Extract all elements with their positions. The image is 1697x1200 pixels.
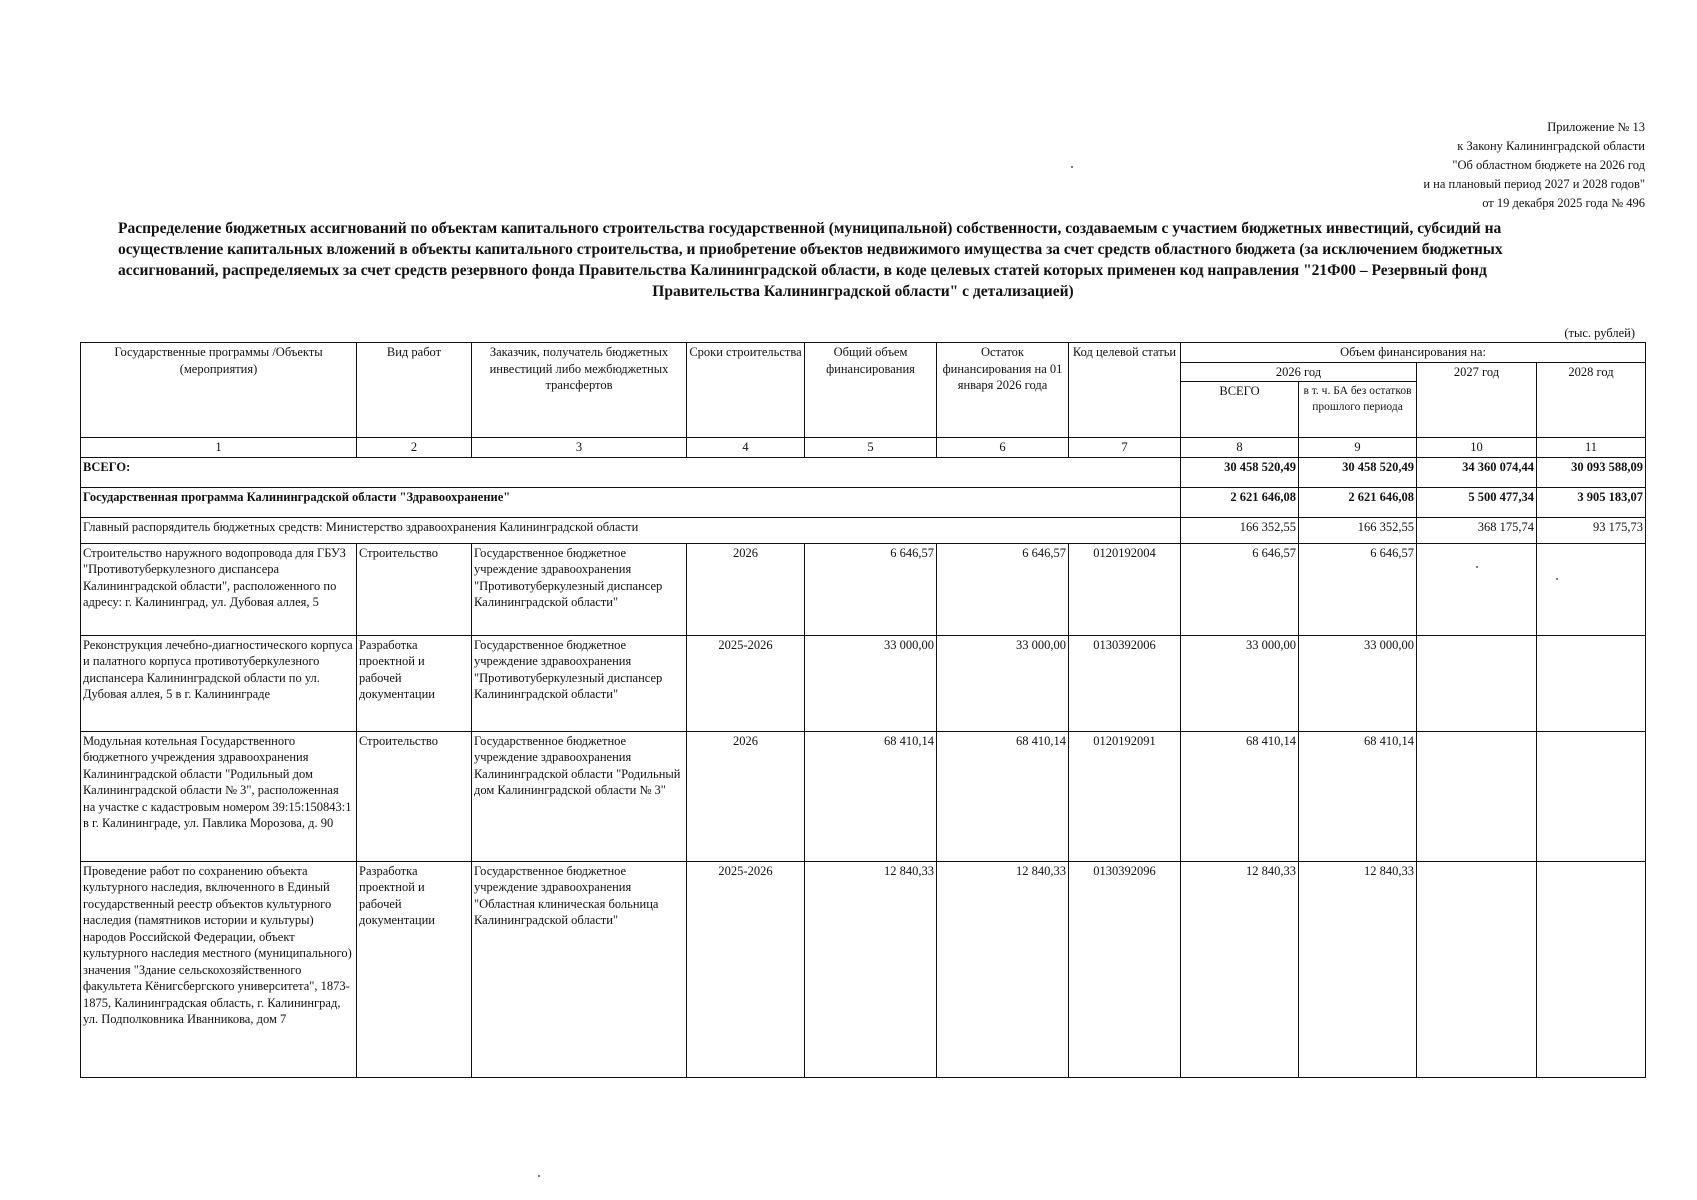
header-code: Код целевой статьи	[1069, 343, 1181, 438]
header-total-volume: Общий объем финансирования	[805, 343, 937, 438]
funding-2028	[1537, 731, 1646, 861]
customer: Государственное бюджетное учреждение здравоохранения "Противотуберкулезный диспансер Калининградской области"	[472, 635, 687, 731]
total-value: 30 093 588,09	[1537, 457, 1646, 487]
header-2026: 2026 год	[1181, 362, 1417, 382]
header-funding: Объем финансирования на:	[1181, 343, 1646, 363]
column-number: 3	[472, 438, 687, 458]
work-type: Строительство	[357, 731, 472, 861]
construction-term: 2025-2026	[687, 861, 805, 1077]
program-value: 2 621 646,08	[1181, 487, 1299, 517]
appendix-line: и на плановый период 2027 и 2028 годов"	[1423, 177, 1645, 191]
remaining-financing: 68 410,14	[937, 731, 1069, 861]
column-number: 9	[1299, 438, 1417, 458]
manager-value: 368 175,74	[1417, 517, 1537, 543]
object-name: Модульная котельная Государственного бюджетного учреждения здравоохранения Калининградской области "Родильный дом Калининградской области № 3", расположенная на участке с кадастровым номером 39:15:150843:1 в г. Калининграде, ул. Павлика Морозова, д. 90	[81, 731, 357, 861]
funding-2026-total: 12 840,33	[1181, 861, 1299, 1077]
program-value: 5 500 477,34	[1417, 487, 1537, 517]
header-total: ВСЕГО	[1181, 382, 1299, 438]
program-label: Государственная программа Калининградской области "Здравоохранение"	[81, 487, 1181, 517]
manager-label: Главный распорядитель бюджетных средств: Министерство здравоохранения Калининградской области	[81, 517, 1181, 543]
funding-2026-total: 33 000,00	[1181, 635, 1299, 731]
header-customer: Заказчик, получатель бюджетных инвестиций либо межбюджетных трансфертов	[472, 343, 687, 438]
funding-2026-total: 6 646,57	[1181, 543, 1299, 635]
header-remainder: Остаток финансирования на 01 января 2026 года	[937, 343, 1069, 438]
table-row	[81, 635, 1646, 731]
scan-speck	[1476, 566, 1478, 568]
header-work-type: Вид работ	[357, 343, 472, 438]
title-line: осуществление капитальных вложений в объекты капитального строительства, и приобретение объектов недвижимого имущества за счет средств областного бюджета (за исключением бюджетных	[118, 241, 1503, 258]
appendix-line: Приложение № 13	[1547, 120, 1645, 134]
funding-2027	[1417, 731, 1537, 861]
title-line: Распределение бюджетных ассигнований по объектам капитального строительства государственной (муниципальной) собственности, создаваемым с участием бюджетных инвестиций, субсидий на	[118, 220, 1502, 237]
appendix-note	[1423, 118, 1645, 213]
header-objects: Государственные программы /Объекты (мероприятия)	[81, 343, 357, 438]
funding-2028	[1537, 861, 1646, 1077]
funding-2028	[1537, 543, 1646, 635]
column-number: 4	[687, 438, 805, 458]
header-terms: Сроки строительства	[687, 343, 805, 438]
total-label: ВСЕГО:	[81, 457, 1181, 487]
funding-2026-ba: 12 840,33	[1299, 861, 1417, 1077]
object-name: Строительство наружного водопровода для ГБУЗ "Противотуберкулезного диспансера Калининградской области", расположенного по адресу: г. Калининград, ул. Дубовая аллея, 5	[81, 543, 357, 635]
manager-row	[81, 517, 1646, 543]
column-number: 11	[1537, 438, 1646, 458]
column-number: 6	[937, 438, 1069, 458]
column-number: 2	[357, 438, 472, 458]
appendix-line: от 19 декабря 2025 года № 496	[1482, 196, 1645, 210]
customer: Государственное бюджетное учреждение здравоохранения "Областная клиническая больница Калининградской области"	[472, 861, 687, 1077]
table-row	[81, 861, 1646, 1077]
funding-2027	[1417, 635, 1537, 731]
total-value: 30 458 520,49	[1299, 457, 1417, 487]
work-type: Разработка проектной и рабочей документации	[357, 861, 472, 1077]
customer: Государственное бюджетное учреждение здравоохранения Калининградской области "Родильный дом Калининградской области № 3"	[472, 731, 687, 861]
manager-value: 93 175,73	[1537, 517, 1646, 543]
remaining-financing: 6 646,57	[937, 543, 1069, 635]
construction-term: 2026	[687, 543, 805, 635]
manager-value: 166 352,55	[1299, 517, 1417, 543]
column-number: 5	[805, 438, 937, 458]
total-financing: 12 840,33	[805, 861, 937, 1077]
program-value: 2 621 646,08	[1299, 487, 1417, 517]
scan-speck	[1556, 578, 1558, 580]
title-line: Правительства Калининградской области" с детализацией)	[652, 283, 1074, 300]
funding-2026-ba: 68 410,14	[1299, 731, 1417, 861]
allocation-table	[80, 342, 1646, 1078]
column-number: 10	[1417, 438, 1537, 458]
funding-2026-total: 68 410,14	[1181, 731, 1299, 861]
total-row	[81, 457, 1646, 487]
funding-2026-ba: 33 000,00	[1299, 635, 1417, 731]
header-2028: 2028 год	[1537, 362, 1646, 438]
total-financing: 68 410,14	[805, 731, 937, 861]
work-type: Разработка проектной и рабочей документации	[357, 635, 472, 731]
customer: Государственное бюджетное учреждение здравоохранения "Противотуберкулезный диспансер Калининградской области"	[472, 543, 687, 635]
appendix-line: "Об областном бюджете на 2026 год	[1452, 158, 1645, 172]
scan-speck	[1071, 166, 1073, 168]
funding-2027	[1417, 543, 1537, 635]
object-name: Реконструкция лечебно-диагностического корпуса и палатного корпуса противотуберкулезного диспансера Калининградской области по ул. Дубовая аллея, 5 в г. Калининграде	[81, 635, 357, 731]
program-row	[81, 487, 1646, 517]
target-code: 0120192091	[1069, 731, 1181, 861]
target-code: 0130392096	[1069, 861, 1181, 1077]
units-label: (тыс. рублей)	[1564, 326, 1635, 340]
column-number: 8	[1181, 438, 1299, 458]
remaining-financing: 12 840,33	[937, 861, 1069, 1077]
document-title	[118, 218, 1608, 302]
total-financing: 33 000,00	[805, 635, 937, 731]
header-2027: 2027 год	[1417, 362, 1537, 438]
funding-2027	[1417, 861, 1537, 1077]
scan-speck	[538, 1175, 540, 1177]
remaining-financing: 33 000,00	[937, 635, 1069, 731]
total-value: 34 360 074,44	[1417, 457, 1537, 487]
total-financing: 6 646,57	[805, 543, 937, 635]
construction-term: 2026	[687, 731, 805, 861]
object-name: Проведение работ по сохранению объекта культурного наследия, включенного в Единый государственный реестр объектов культурного наследия (памятников истории и культуры) народов Российской Федерации, объект культурного наследия местного (муниципального) значения "Здание сельскохозяйственного факультета Кёнигсбергского университета", 1873-1875, Калининградская область, г. Калининград, ул. Подполковника Иванникова, дом 7	[81, 861, 357, 1077]
table-row	[81, 543, 1646, 635]
title-line: ассигнований, распределяемых за счет средств резервного фонда Правительства Калининградской области, в коде целевых статей которых применен код направления "21Ф00 – Резервный фонд	[118, 262, 1487, 279]
header-incl-ba: в т. ч. БА без остатков прошлого периода	[1299, 382, 1417, 438]
manager-value: 166 352,55	[1181, 517, 1299, 543]
column-number: 7	[1069, 438, 1181, 458]
column-number: 1	[81, 438, 357, 458]
target-code: 0130392006	[1069, 635, 1181, 731]
table-row	[81, 731, 1646, 861]
program-value: 3 905 183,07	[1537, 487, 1646, 517]
appendix-line: к Закону Калининградской области	[1457, 139, 1645, 153]
column-number-row	[81, 438, 1646, 458]
construction-term: 2025-2026	[687, 635, 805, 731]
target-code: 0120192004	[1069, 543, 1181, 635]
header-row	[81, 343, 1646, 363]
funding-2026-ba: 6 646,57	[1299, 543, 1417, 635]
total-value: 30 458 520,49	[1181, 457, 1299, 487]
funding-2028	[1537, 635, 1646, 731]
work-type: Строительство	[357, 543, 472, 635]
